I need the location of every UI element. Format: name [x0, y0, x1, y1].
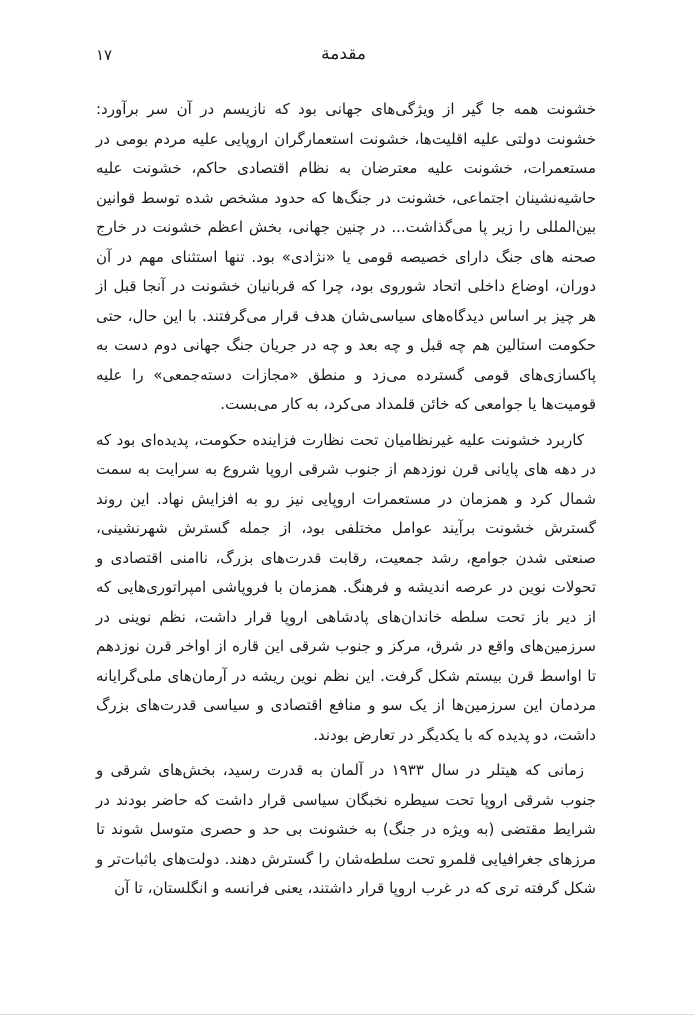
- paragraph-2: کاربرد خشونت علیه غیرنظامیان تحت نظارت فزاینده حکومت، پدیده‌ای بود که در دهه های پایانی قرن نوزدهم از جنوب شرقی اروپا شروع به سرایت به سمت شمال کرد و همزمان در مستعمرات اروپایی نیز رو به افزایش نهاد. این روند گسترش خشونت برآیند عوامل مختلفی بود، از جمله گسترش شهرنشینی، صنعتی شدن جوامع، رشد جمعیت، رقابت قدرت‌های بزرگ، ناامنی اقتصادی و تحولات نوین در عرصه اندیشه و فرهنگ. همزمان با فروپاشی امپراتوری‌هایی که از دیر باز تحت سلطه خاندان‌های پادشاهی اروپا قرار داشت، نظم نوینی در سرزمین‌های واقع در شرق، مرکز و جنوب شرقی این قاره از اواخر قرن نوزدهم تا اواسط قرن بیستم شکل گرفت. این نظم نوین ریشه در آرمان‌های ملی‌گرایانه مردمان این سرزمین‌ها از یک سو و منافع اقتصادی و سیاسی قدرت‌های بزرگ داشت، دو پدیده که با یکدیگر در تعارض بودند.: [96, 430, 596, 744]
- page-header: [96, 44, 598, 74]
- paragraph-1: خشونت همه جا گیر از ویژگی‌های جهانی بود که نازیسم در آن سر برآورد: خشونت دولتی علیه اقلیت‌ها، خشونت استعمارگران اروپایی علیه مردم بومی در مستعمرات، خشونت علیه معترضان به نظام اقتصادی حاکم، خشونت علیه حاشیه‌نشینان اجتماعی، خشونت در جنگ‌ها که حدود مشخص شده توسط قوانین بین‌المللی را زیر پا می‌گذاشت... در چنین جهانی، بخش اعظم خشونت در خارج صحنه های جنگ دارای خصیصه قومی یا «نژادی» بود. تنها استثنای مهم در آن دوران، اوضاع داخلی اتحاد شوروی بود، چرا که قربانیان خشونت در آنجا قبل از هر چیز بر اساس دیدگاه‌های سیاسی‌شان هدف قرار می‌گرفتند. با این حال، حتی حکومت استالین هم چه قبل و چه بعد و چه در جریان جنگ جهانی دوم دست به پاکسازی‌های قومی گسترده می‌زد و منطق «مجازات دسته‌جمعی» را علیه قومیت‌ها یا جوامعی که خائن قلمداد می‌کرد، به کار می‌بست.: [96, 100, 596, 413]
- body-text: [96, 95, 596, 910]
- page-bottom-edge: [0, 1014, 694, 1015]
- page-number: ۱۷: [96, 46, 113, 64]
- chapter-title: مقدمة: [321, 44, 366, 64]
- paragraph-3: زمانی که هیتلر در سال ۱۹۳۳ در آلمان به قدرت رسید، بخش‌های شرقی و جنوب شرقی اروپا تحت سیطره نخبگان سیاسی قرار داشت که حاضر بودند در شرایط مقتضی (به ویژه در جنگ) به خشونت بی حد و حصری متوسل شوند تا مرزهای جغرافیایی قلمرو تحت سلطه‌شان را گسترش دهند. دولت‌های باثبات‌تر و شکل گرفته تری که در غرب اروپا قرار داشتند، یعنی فرانسه و انگلستان، تا آن: [96, 761, 596, 897]
